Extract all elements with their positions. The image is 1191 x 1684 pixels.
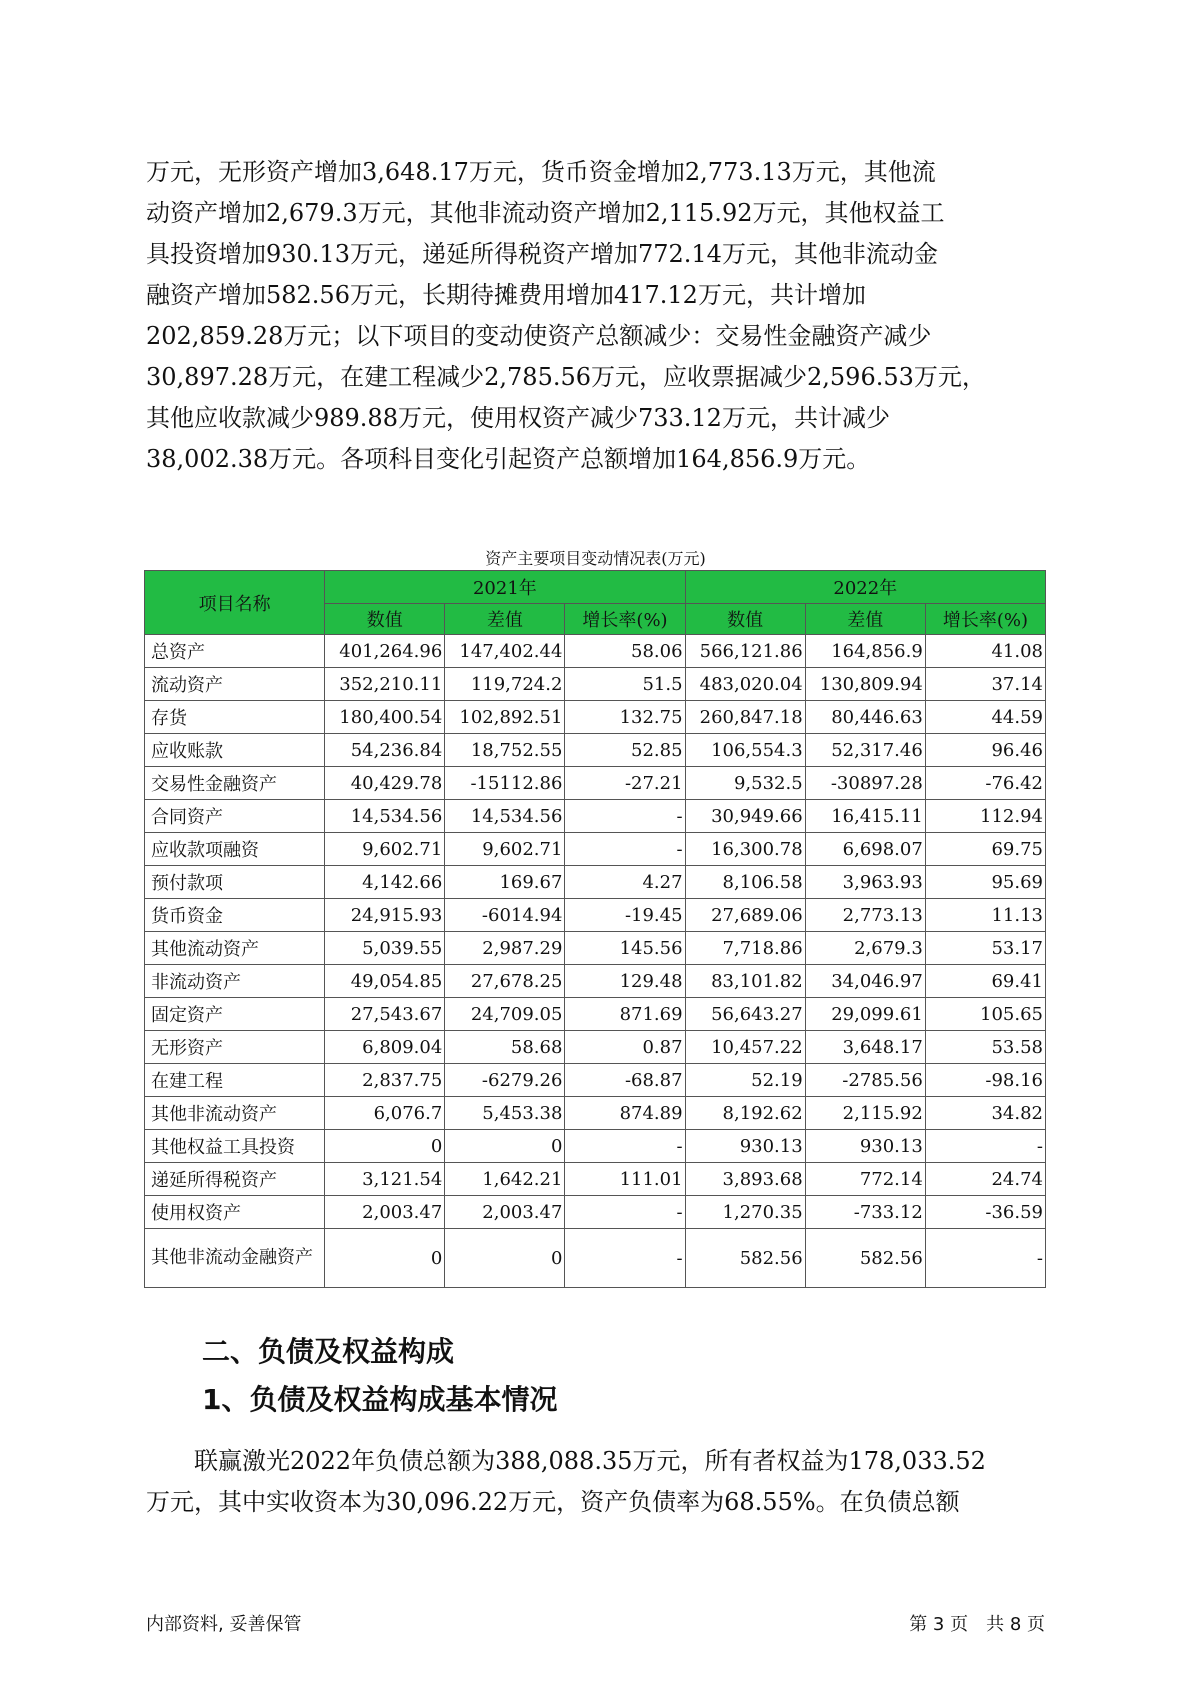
cell-d22: 2,679.3 <box>805 932 925 965</box>
header-value-2022: 数值 <box>685 604 805 635</box>
cell-g21: 871.69 <box>565 998 685 1031</box>
table-row <box>145 1163 1046 1196</box>
cell-v21: 0 <box>325 1130 445 1163</box>
cell-d22: -30897.28 <box>805 767 925 800</box>
table-row <box>145 701 1046 734</box>
cell-v22: 9,532.5 <box>685 767 805 800</box>
cell-g21: 132.75 <box>565 701 685 734</box>
table-row <box>145 635 1046 668</box>
cell-g21: - <box>565 833 685 866</box>
cell-g21: 4.27 <box>565 866 685 899</box>
table-row <box>145 965 1046 998</box>
cell-v21: 40,429.78 <box>325 767 445 800</box>
row-item-name: 货币资金 <box>145 899 325 932</box>
cell-d21: 147,402.44 <box>445 635 565 668</box>
cell-g22: 53.58 <box>925 1031 1045 1064</box>
cell-d21: -6279.26 <box>445 1064 565 1097</box>
cell-v22: 7,718.86 <box>685 932 805 965</box>
table-row <box>145 866 1046 899</box>
table-row <box>145 800 1046 833</box>
cell-v21: 0 <box>325 1229 445 1288</box>
row-item-name: 预付款项 <box>145 866 325 899</box>
cell-v22: 56,643.27 <box>685 998 805 1031</box>
header-diff-2022: 差值 <box>805 604 925 635</box>
cell-d21: 58.68 <box>445 1031 565 1064</box>
cell-g21: 0.87 <box>565 1031 685 1064</box>
row-item-name: 其他流动资产 <box>145 932 325 965</box>
row-item-name: 使用权资产 <box>145 1196 325 1229</box>
cell-g22: 53.17 <box>925 932 1045 965</box>
row-item-name: 合同资产 <box>145 800 325 833</box>
cell-v21: 6,076.7 <box>325 1097 445 1130</box>
cell-g22: - <box>925 1229 1045 1288</box>
table-caption: 资产主要项目变动情况表(万元) <box>485 549 706 568</box>
text-line: 联赢激光2022年负债总额为388,088.35万元，所有者权益为178,033.52 <box>194 1447 986 1475</box>
cell-d22: 6,698.07 <box>805 833 925 866</box>
header-diff-2021: 差值 <box>445 604 565 635</box>
table-row <box>145 734 1046 767</box>
cell-d21: 119,724.2 <box>445 668 565 701</box>
cell-d21: 0 <box>445 1229 565 1288</box>
cell-v22: 483,020.04 <box>685 668 805 701</box>
row-item-name: 总资产 <box>145 635 325 668</box>
text-line: 其他应收款减少989.88万元，使用权资产减少733.12万元，共计减少 <box>146 404 890 432</box>
cell-d22: 16,415.11 <box>805 800 925 833</box>
row-item-name: 其他非流动金融资产 <box>145 1229 325 1288</box>
cell-v22: 566,121.86 <box>685 635 805 668</box>
header-growth-2021: 增长率(%) <box>565 604 685 635</box>
table-body <box>145 635 1046 1288</box>
cell-v21: 4,142.66 <box>325 866 445 899</box>
cell-v21: 3,121.54 <box>325 1163 445 1196</box>
table-row <box>145 1229 1046 1288</box>
cell-v22: 16,300.78 <box>685 833 805 866</box>
cell-g22: 11.13 <box>925 899 1045 932</box>
cell-g21: - <box>565 1196 685 1229</box>
header-item-name: 项目名称 <box>145 571 325 635</box>
row-item-name: 流动资产 <box>145 668 325 701</box>
cell-g21: 58.06 <box>565 635 685 668</box>
cell-v22: 8,192.62 <box>685 1097 805 1130</box>
header-year-2022: 2022年 <box>685 571 1045 604</box>
row-item-name: 非流动资产 <box>145 965 325 998</box>
row-item-name: 固定资产 <box>145 998 325 1031</box>
cell-v22: 582.56 <box>685 1229 805 1288</box>
row-item-name: 其他非流动资产 <box>145 1097 325 1130</box>
cell-g22: 95.69 <box>925 866 1045 899</box>
table-row <box>145 1130 1046 1163</box>
cell-d22: 930.13 <box>805 1130 925 1163</box>
cell-d21: 9,602.71 <box>445 833 565 866</box>
cell-g21: - <box>565 800 685 833</box>
cell-d21: 27,678.25 <box>445 965 565 998</box>
cell-d22: 29,099.61 <box>805 998 925 1031</box>
cell-g22: 41.08 <box>925 635 1045 668</box>
cell-g21: 51.5 <box>565 668 685 701</box>
cell-v22: 10,457.22 <box>685 1031 805 1064</box>
cell-g22: 37.14 <box>925 668 1045 701</box>
header-growth-2022: 增长率(%) <box>925 604 1045 635</box>
cell-d21: 1,642.21 <box>445 1163 565 1196</box>
cell-d22: 80,446.63 <box>805 701 925 734</box>
cell-d22: -733.12 <box>805 1196 925 1229</box>
cell-g22: 44.59 <box>925 701 1045 734</box>
asset-change-table <box>144 570 1046 1288</box>
cell-v21: 2,003.47 <box>325 1196 445 1229</box>
cell-g22: 112.94 <box>925 800 1045 833</box>
subsection-heading: 1、负债及权益构成基本情况 <box>202 1383 558 1416</box>
cell-g21: 145.56 <box>565 932 685 965</box>
cell-d21: -15112.86 <box>445 767 565 800</box>
cell-d22: 164,856.9 <box>805 635 925 668</box>
cell-d22: 582.56 <box>805 1229 925 1288</box>
cell-d22: -2785.56 <box>805 1064 925 1097</box>
body-paragraph-top <box>146 152 1046 480</box>
cell-g22: -76.42 <box>925 767 1045 800</box>
cell-d22: 772.14 <box>805 1163 925 1196</box>
cell-g21: -27.21 <box>565 767 685 800</box>
cell-d22: 2,115.92 <box>805 1097 925 1130</box>
cell-v21: 2,837.75 <box>325 1064 445 1097</box>
cell-d22: 3,648.17 <box>805 1031 925 1064</box>
cell-v22: 30,949.66 <box>685 800 805 833</box>
footer-confidential-note: 内部资料, 妥善保管 <box>146 1614 302 1635</box>
table-row <box>145 932 1046 965</box>
text-line: 万元，其中实收资本为30,096.22万元，资产负债率为68.55%。在负债总额 <box>146 1488 960 1516</box>
cell-d22: 52,317.46 <box>805 734 925 767</box>
cell-v22: 52.19 <box>685 1064 805 1097</box>
cell-g21: - <box>565 1229 685 1288</box>
cell-d21: 18,752.55 <box>445 734 565 767</box>
row-item-name: 交易性金融资产 <box>145 767 325 800</box>
cell-g22: - <box>925 1130 1045 1163</box>
table-row <box>145 833 1046 866</box>
cell-d21: 5,453.38 <box>445 1097 565 1130</box>
footer-page-number: 第 3 页 共 8 页 <box>909 1614 1045 1635</box>
cell-d21: 102,892.51 <box>445 701 565 734</box>
cell-g21: 874.89 <box>565 1097 685 1130</box>
text-line: 动资产增加2,679.3万元，其他非流动资产增加2,115.92万元，其他权益工 <box>146 199 945 227</box>
cell-d21: 0 <box>445 1130 565 1163</box>
cell-v22: 930.13 <box>685 1130 805 1163</box>
row-item-name: 存货 <box>145 701 325 734</box>
table-row <box>145 1196 1046 1229</box>
cell-v21: 14,534.56 <box>325 800 445 833</box>
cell-g22: 34.82 <box>925 1097 1045 1130</box>
row-item-name: 无形资产 <box>145 1031 325 1064</box>
table-row <box>145 668 1046 701</box>
cell-g21: 52.85 <box>565 734 685 767</box>
table-row <box>145 998 1046 1031</box>
cell-d21: 14,534.56 <box>445 800 565 833</box>
cell-v21: 49,054.85 <box>325 965 445 998</box>
section-heading: 二、负债及权益构成 <box>202 1335 455 1368</box>
table-row <box>145 1031 1046 1064</box>
row-item-name: 应收账款 <box>145 734 325 767</box>
cell-v21: 352,210.11 <box>325 668 445 701</box>
cell-g22: 96.46 <box>925 734 1045 767</box>
cell-v22: 3,893.68 <box>685 1163 805 1196</box>
table-row <box>145 1097 1046 1130</box>
cell-g21: -19.45 <box>565 899 685 932</box>
cell-v21: 401,264.96 <box>325 635 445 668</box>
text-line: 融资产增加582.56万元，长期待摊费用增加417.12万元，共计增加 <box>146 281 866 309</box>
table-row <box>145 899 1046 932</box>
row-item-name: 其他权益工具投资 <box>145 1130 325 1163</box>
cell-g21: 129.48 <box>565 965 685 998</box>
cell-d22: 130,809.94 <box>805 668 925 701</box>
cell-g22: 69.41 <box>925 965 1045 998</box>
row-item-name: 递延所得税资产 <box>145 1163 325 1196</box>
cell-g22: -98.16 <box>925 1064 1045 1097</box>
text-line: 万元，无形资产增加3,648.17万元，货币资金增加2,773.13万元，其他流 <box>146 158 936 186</box>
header-value-2021: 数值 <box>325 604 445 635</box>
cell-g22: 69.75 <box>925 833 1045 866</box>
cell-v22: 260,847.18 <box>685 701 805 734</box>
cell-g22: 105.65 <box>925 998 1045 1031</box>
cell-d22: 3,963.93 <box>805 866 925 899</box>
cell-d22: 34,046.97 <box>805 965 925 998</box>
text-line: 38,002.38万元。各项科目变化引起资产总额增加164,856.9万元。 <box>146 445 871 473</box>
text-line: 30,897.28万元，在建工程减少2,785.56万元，应收票据减少2,596.53万元， <box>146 363 986 391</box>
cell-v21: 9,602.71 <box>325 833 445 866</box>
table-row <box>145 1064 1046 1097</box>
cell-g21: 111.01 <box>565 1163 685 1196</box>
cell-d21: 24,709.05 <box>445 998 565 1031</box>
cell-v21: 6,809.04 <box>325 1031 445 1064</box>
cell-g21: -68.87 <box>565 1064 685 1097</box>
body-paragraph-bottom <box>146 1441 1046 1523</box>
cell-d21: 2,003.47 <box>445 1196 565 1229</box>
cell-v22: 1,270.35 <box>685 1196 805 1229</box>
text-line: 具投资增加930.13万元，递延所得税资产增加772.14万元，其他非流动金 <box>146 240 938 268</box>
table-row <box>145 767 1046 800</box>
cell-v21: 27,543.67 <box>325 998 445 1031</box>
cell-v21: 24,915.93 <box>325 899 445 932</box>
cell-d21: 169.67 <box>445 866 565 899</box>
cell-v22: 27,689.06 <box>685 899 805 932</box>
row-item-name: 在建工程 <box>145 1064 325 1097</box>
cell-g21: - <box>565 1130 685 1163</box>
text-line: 202,859.28万元；以下项目的变动使资产总额减少：交易性金融资产减少 <box>146 322 932 350</box>
cell-g22: 24.74 <box>925 1163 1045 1196</box>
cell-v21: 54,236.84 <box>325 734 445 767</box>
cell-d22: 2,773.13 <box>805 899 925 932</box>
cell-d21: -6014.94 <box>445 899 565 932</box>
cell-v21: 5,039.55 <box>325 932 445 965</box>
cell-v22: 106,554.3 <box>685 734 805 767</box>
cell-v22: 83,101.82 <box>685 965 805 998</box>
cell-g22: -36.59 <box>925 1196 1045 1229</box>
header-year-2021: 2021年 <box>325 571 685 604</box>
row-item-name: 应收款项融资 <box>145 833 325 866</box>
cell-d21: 2,987.29 <box>445 932 565 965</box>
cell-v21: 180,400.54 <box>325 701 445 734</box>
cell-v22: 8,106.58 <box>685 866 805 899</box>
